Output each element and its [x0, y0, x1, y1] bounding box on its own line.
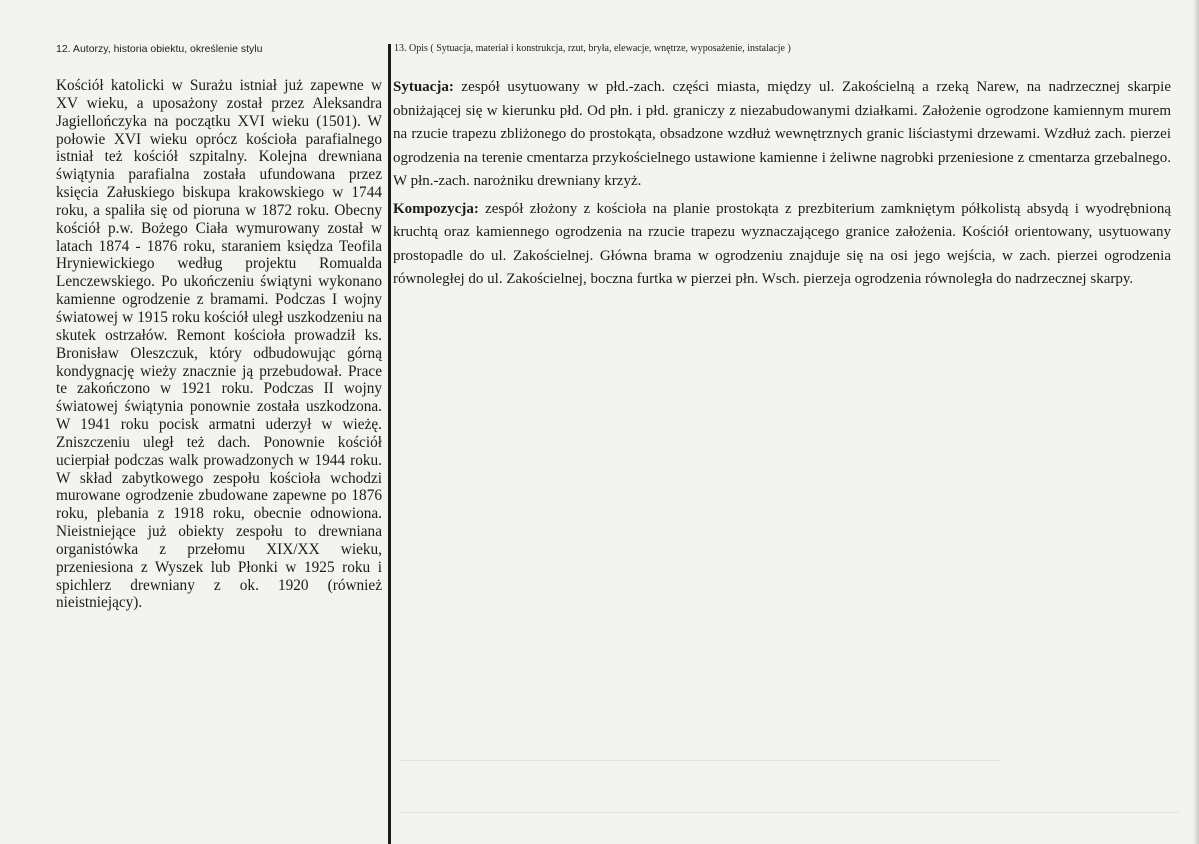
sytuacja-text: zespół usytuowany w płd.-zach. części miasta, między ul. Zakościelną a rzeką Narew, na nadrzecznej skarpie obniżającej się w kierunku płd. Od płn. i płd. graniczy z niezabudowanymi działkami. Założenie ogrodzone kamiennym murem na rzucie trapezu zbliżonego do prostokąta, obsadzone wzdłuż wewnętrznych granic liściastymi drzewami. Wzdłuż zach. pierzei ogrodzenia na terenie cmentarza przykościelnego ustawione kamienne i żeliwne nagrobki przeniesione z cmentarza grzebalnego. W płn.-zach. narożniku drewniany krzyż.: [393, 79, 1171, 189]
section-13-heading: 13. Opis ( Sytuacja, materiał i konstrukcja, rzut, bryła, elewacje, wnętrze, wyposażenie, instalacje ): [394, 43, 791, 54]
column-divider: [388, 44, 391, 844]
kompozycja-label: Kompozycja:: [393, 200, 479, 217]
bleed-through-line: [400, 812, 1180, 813]
section-12-heading: 12. Autorzy, historia obiektu, określenie stylu: [56, 43, 263, 55]
bleed-through-line: [400, 760, 1000, 761]
description-text: [393, 76, 1171, 296]
kompozycja-paragraph: [393, 198, 1171, 292]
kompozycja-text: zespół złożony z kościoła na planie prostokąta z prezbiterium zamkniętym półkolistą absydą i wyodrębnioną kruchtą oraz kamiennego ogrodzenia na rzucie trapezu wyznaczającego granice założenia. Kościół orientowany, usytuowany prostopadle do ul. Zakościelnej. Główna brama w ogrodzeniu znajduje się na osi jego wejścia, w zach. pierzei ogrodzenia równoległej do ul. Zakościelnej, boczna furtka w pierzei płn. Wsch. pierzeja ogrodzenia równoległa do nadrzecznej skarpy.: [393, 200, 1171, 287]
scan-edge-shadow: [1193, 0, 1199, 844]
sytuacja-paragraph: [393, 76, 1171, 194]
history-text: Kościół katolicki w Surażu istniał już zapewne w XV wieku, a uposażony został przez Aleksandra Jagiellończyka na początku XVI wieku (1501). W połowie XVI wieku oprócz kościoła parafialnego istniał też kościół szpitalny. Kolejna drewniana świątynia parafialna została ufundowana przez księcia Załuskiego biskupa krakowskiego w 1744 roku, a spaliła się od pioruna w 1872 roku. Obecny kościół p.w. Bożego Ciała wymurowany został w latach 1874 - 1876 roku, staraniem księdza Teofila Hryniewickiego według projektu Romualda Lenczewskiego. Po ukończeniu świątyni wykonano kamienne ogrodzenie z bramami. Podczas I wojny światowej w 1915 roku kościół uległ uszkodzeniu na skutek ostrzałów. Remont kościoła prowadził ks. Bronisław Oleszczuk, który odbudowując górną kondygnację wieży znacznie ją przebudował. Prace te zakończono w 1921 roku. Podczas II wojny światowej świątynia ponownie została uszkodzona. W 1941 roku pocisk armatni uderzył w wieżę. Zniszczeniu uległ też dach. Ponownie kościół ucierpiał podczas walk prowadzonych w 1944 roku. W skład zabytkowego zespołu kościoła wchodzi murowane ogrodzenie zbudowane zapewne po 1876 roku, plebania z 1918 roku, obecnie odnowiona. Nieistniejące już obiekty zespołu to drewniana organistówka z przełomu XIX/XX wieku, przeniesiona z Wyszek lub Płonki w 1925 roku i spichlerz drewniany z ok. 1920 (również nieistniejący).: [56, 77, 382, 612]
sytuacja-label: Sytuacja:: [393, 79, 454, 95]
